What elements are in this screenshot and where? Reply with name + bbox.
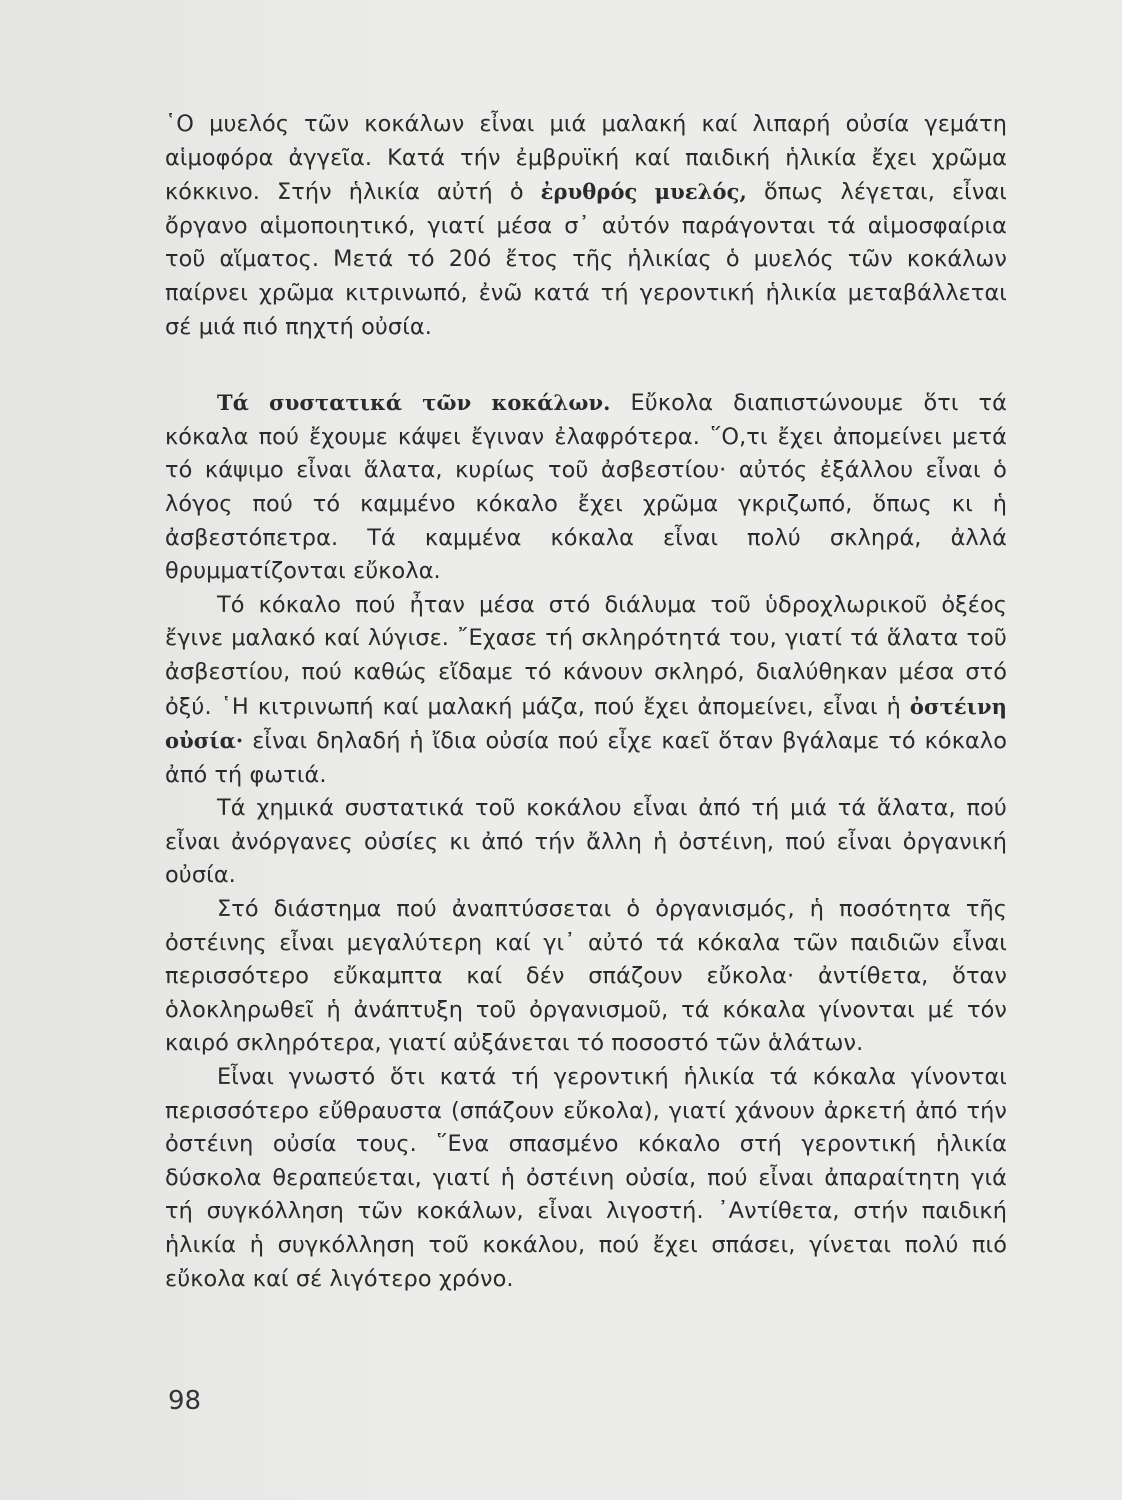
term-ossein: ὀστέινη οὐσία· <box>165 693 1007 754</box>
paragraph-growth: Στό διάστημα πού ἀναπτύσσεται ὁ ὀργανισμός, ἡ ποσότητα τῆς ὀστέινης εἶναι μεγαλύτερη καί γι᾿ αὐτό τά κόκαλα τῶν παιδιῶν εἶναι περισσότερο εὔκαμπτα καί δέν σπάζουν εὔκολα· ἀντίθετα, ὅταν ὁλοκληρωθεῖ ἡ ἀνάπτυξη τοῦ ὀργανισμοῦ, τά κόκαλα γίνονται μέ τόν καιρό σκληρότερα, γιατί αὐξάνεται τό ποσοστό τῶν ἁλάτων. <box>165 896 1007 1057</box>
paragraph-text: ῾Ο μυελός τῶν κοκάλων εἶναι μιά μαλακή καί λιπαρή οὐσία γεμάτη αἱμοφόρα ἀγγεῖα. Κατά τήν ἐμβρυϊκή καί παιδική ἡλικία ἔχει χρῶμα κόκκινο. Στήν ἡλικία αὐτή ὁ <box>165 111 1007 206</box>
paragraph-text: εἶναι δηλαδή ἡ ἴδια οὐσία πού εἶχε καεῖ ὅταν βγάλαμε τό κόκαλο ἀπό τή φωτιά. <box>165 728 1007 788</box>
paragraph-text: Εὔκολα διαπιστώνουμε ὅτι τά κόκαλα πού ἔχουμε κάψει ἔγιναν ἐλαφρότερα. ῞Ο,τι ἔχει ἀπομείνει μετά τό κάψιμο εἶναι ἅλατα, κυρίως τοῦ ἀσβεστίου· αὐτός ἐξάλλου εἶναι ὁ λόγος πού τό καμμένο κόκαλο ἔχει χρῶμα γκριζωπό, ὅπως κι ἡ ἀσβεστόπετρα. Τά καμμένα κόκαλα εἶναι πολύ σκληρά, ἀλλά θρυμματίζονται εὔκολα. <box>165 390 1007 585</box>
section-heading: Τά συστατικά τῶν κοκάλων. <box>217 390 611 416</box>
body-text <box>165 108 1007 1296</box>
paragraph-bone-components <box>165 386 1007 589</box>
paragraph-chemical-components: Τά χημικά συστατικά τοῦ κοκάλου εἶναι ἀπό τή μιά τά ἅλατα, πού εἶναι ἀνόργανες οὐσίες κι ἀπό τήν ἄλλη ἡ ὀστέινη, πού εἶναι ὀργανική οὐσία. <box>165 795 1007 889</box>
paragraph-text: ὅπως λέγεται, εἶναι ὄργανο αἱμοποιητικό, γιατί μέσα σ᾿ αὐτόν παράγονται τά αἱμοσφαίρια τοῦ αἵματος. Μετά τό 20ό ἔτος τῆς ἡλικίας ὁ μυελός τῶν κοκάλων παίρνει χρῶμα κιτρινωπό, ἐνῶ κατά τή γεροντική ἡλικία μεταβάλλεται σέ μιά πιό πηχτή οὐσία. <box>165 179 1007 340</box>
paragraph-acid-experiment <box>165 589 1007 793</box>
page-number: 98 <box>168 1386 202 1416</box>
paragraph-old-age: Εἶναι γνωστό ὅτι κατά τή γεροντική ἡλικία τά κόκαλα γίνονται περισσότερο εὔθραυστα (σπάζουν εὔκολα), γιατί χάνουν ἀρκετή ἀπό τήν ὀστέινη οὐσία τους. ῞Ενα σπασμένο κόκαλο στή γεροντική ἡλικία δύσκολα θεραπεύεται, γιατί ἡ ὀστέινη οὐσία, πού εἶναι ἀπαραίτητη γιά τή συγκόλληση τῶν κοκάλων, εἶναι λιγοστή. ᾿Αντίθετα, στήν παιδική ἡλικία ἡ συγκόλληση τοῦ κοκάλου, πού ἔχει σπάσει, γίνεται πολύ πιό εὔκολα καί σέ λιγότερο χρόνο. <box>165 1064 1007 1292</box>
term-red-marrow: ἐρυθρός μυελός, <box>540 179 747 205</box>
paragraph-bone-marrow <box>165 108 1007 344</box>
paragraph-text: Τό κόκαλο πού ἦταν μέσα στό διάλυμα τοῦ ὑδροχλωρικοῦ ὀξέος ἔγινε μαλακό καί λύγισε. ῎Εχασε τή σκληρότητά του, γιατί τά ἅλατα τοῦ ἀσβεστίου, πού καθώς εἴδαμε τό κάνουν σκληρό, διαλύθηκαν μέσα στό ὀξύ. ῾Η κιτρινωπή καί μαλακή μάζα, πού ἔχει ἀπομείνει, εἶναι ἡ <box>165 591 1007 720</box>
